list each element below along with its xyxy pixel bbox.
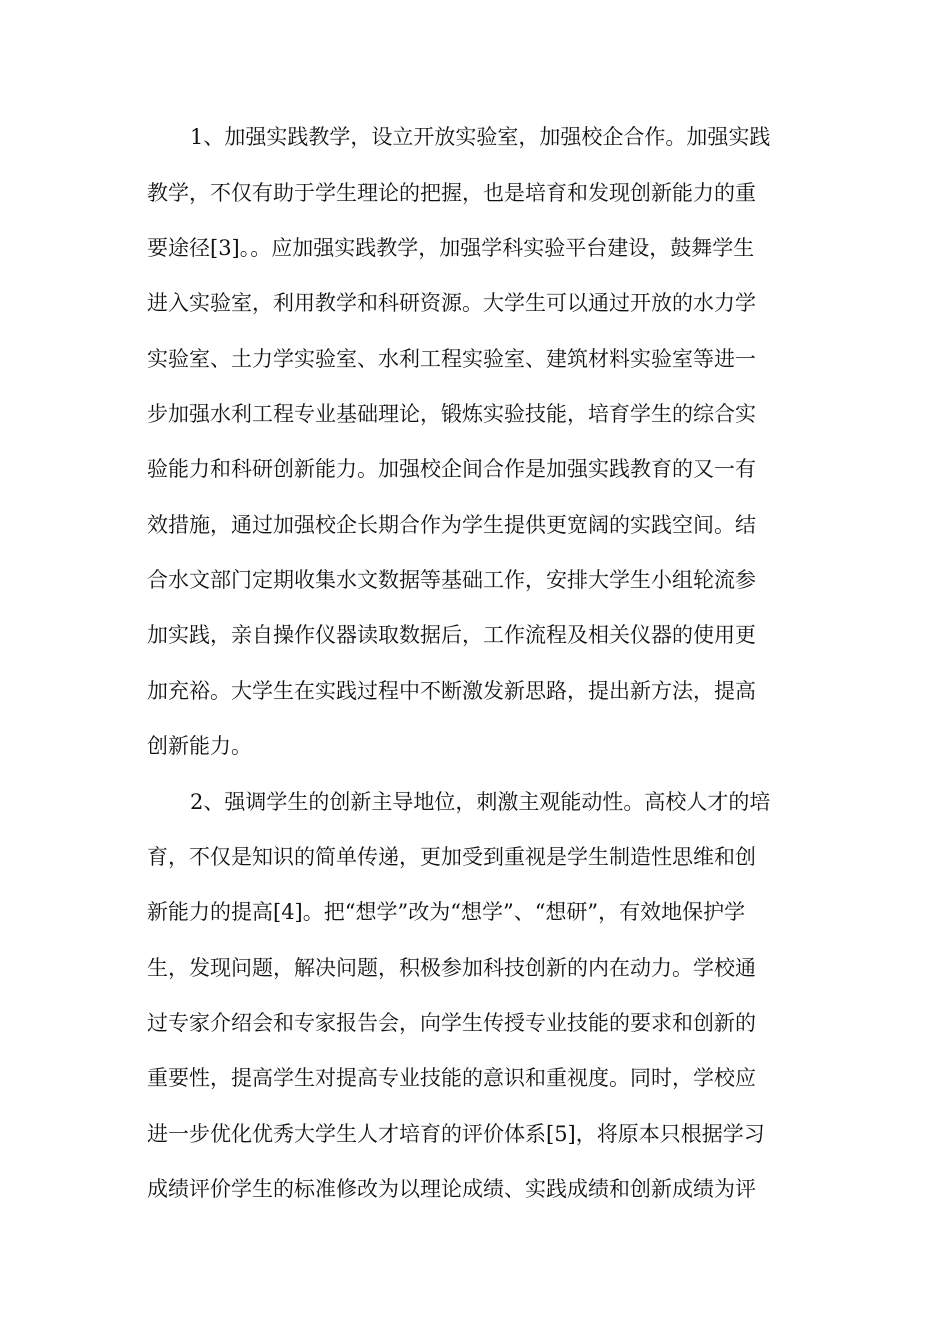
text-line: 过专家介绍会和专家报告会，向学生传授专业技能的要求和创新的 (147, 1011, 756, 1035)
text-line: 重要性，提高学生对提高专业技能的意识和重视度。同时，学校应 (147, 1066, 756, 1090)
text-line: 要途径[3]。。应加强实践教学，加强学科实验平台建设，鼓舞学生 (147, 236, 755, 260)
text-line: 创新能力。 (147, 734, 252, 758)
text-line: 验能力和科研创新能力。加强校企间合作是加强实践教育的又一有 (147, 457, 756, 481)
text-line: 进入实验室，利用教学和科研资源。大学生可以通过开放的水力学 (147, 291, 756, 315)
text-line: 加实践，亲自操作仪器读取数据后，工作流程及相关仪器的使用更 (147, 623, 756, 647)
text-line: 合水文部门定期收集水文数据等基础工作，安排大学生小组轮流参 (147, 568, 756, 592)
text-line: 1、加强实践教学，设立开放实验室，加强校企合作。加强实践 (190, 125, 771, 149)
text-line: 进一步优化优秀大学生人才培育的评价体系[5]，将原本只根据学习 (147, 1122, 765, 1146)
text-line: 效措施，通过加强校企长期合作为学生提供更宽阔的实践空间。结 (147, 513, 756, 537)
text-line: 步加强水利工程专业基础理论，锻炼实验技能，培育学生的综合实 (147, 402, 756, 426)
text-line: 教学，不仅有助于学生理论的把握，也是培育和发现创新能力的重 (147, 181, 756, 205)
text-line: 加充裕。大学生在实践过程中不断激发新思路，提出新方法，提高 (147, 679, 756, 703)
text-line: 育，不仅是知识的简单传递，更加受到重视是学生制造性思维和创 (147, 845, 756, 869)
text-line: 2、强调学生的创新主导地位，刺激主观能动性。高校人才的培 (190, 790, 771, 814)
text-line: 成绩评价学生的标准修改为以理论成绩、实践成绩和创新成绩为评 (147, 1177, 756, 1201)
text-line: 生，发现问题，解决问题，积极参加科技创新的内在动力。学校通 (147, 956, 756, 980)
text-line: 新能力的提高[4]。把“想学”改为“想学”、“想研”，有效地保护学 (147, 900, 746, 924)
text-line: 实验室、土力学实验室、水利工程实验室、建筑材料实验室等进一 (147, 347, 756, 371)
